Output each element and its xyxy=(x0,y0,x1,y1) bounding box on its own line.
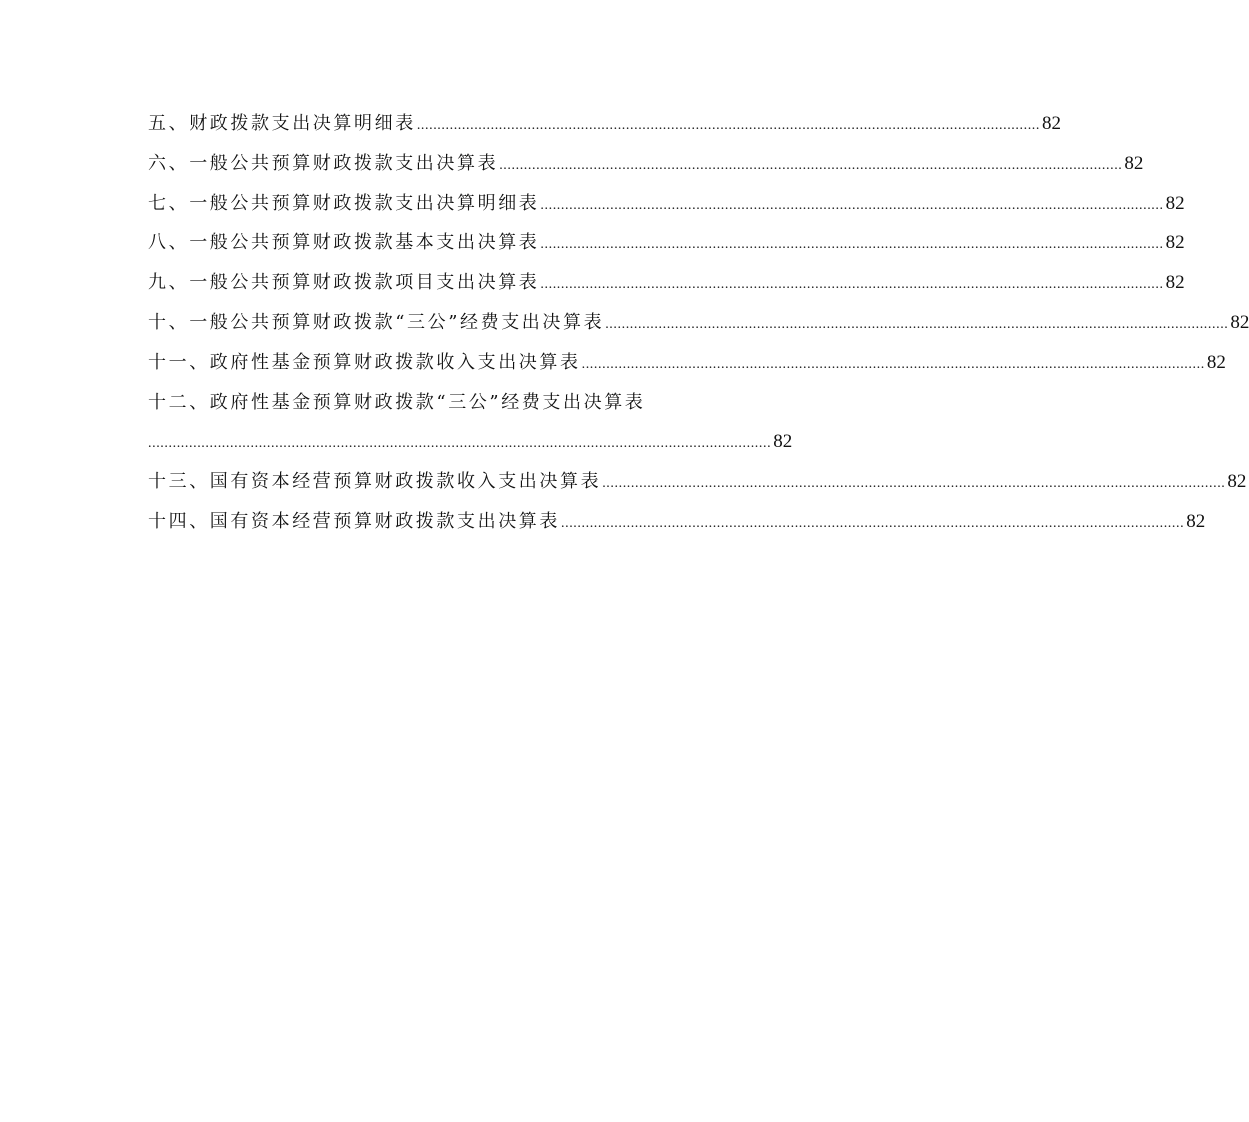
toc-dot-leader: ........................................................................................................................................................ xyxy=(581,356,1205,372)
toc-page-number: 82 xyxy=(1206,351,1226,373)
toc-page-number: 82 xyxy=(1227,471,1247,493)
toc-page-number: 82 xyxy=(1124,152,1144,174)
toc-entry-title: 十二、政府性基金预算财政拨款“三公”经费支出决算表 xyxy=(148,391,646,413)
toc-page-number: 82 xyxy=(1042,113,1062,134)
toc-entry[interactable] xyxy=(148,263,1185,303)
toc-dot-leader: ........................................................................................................................................................ xyxy=(540,277,1164,293)
toc-entry[interactable] xyxy=(148,104,1062,144)
toc-dot-leader: ........................................................................................................................................................ xyxy=(416,118,1041,133)
toc-entry-title: 十四、国有资本经营预算财政拨款支出决算表 xyxy=(148,510,560,532)
toc-entry[interactable] xyxy=(148,144,1144,184)
toc-page-number: 82 xyxy=(773,431,793,453)
toc-page-number: 82 xyxy=(1230,311,1249,333)
toc-entry[interactable] xyxy=(148,223,1185,263)
toc-entry-title: 七、一般公共预算财政拨款支出决算明细表 xyxy=(148,192,540,214)
toc-entry-title: 十三、国有资本经营预算财政拨款收入支出决算表 xyxy=(148,471,602,493)
toc-entry[interactable] xyxy=(148,502,1206,542)
toc-entry-title: 六、一般公共预算财政拨款支出决算表 xyxy=(148,152,499,174)
toc-page-number: 82 xyxy=(1186,510,1206,532)
toc-dot-leader: ........................................................................................................................................................ xyxy=(605,316,1229,332)
toc-dot-leader: ........................................................................................................................................................ xyxy=(540,197,1164,213)
toc-entry[interactable] xyxy=(148,303,1249,343)
toc-dot-leader: ........................................................................................................................................................ xyxy=(148,436,772,452)
toc-entry-title: 十一、政府性基金预算财政拨款收入支出决算表 xyxy=(148,351,581,373)
toc-entry[interactable] xyxy=(148,383,793,463)
toc-entry-title: 八、一般公共预算财政拨款基本支出决算表 xyxy=(148,232,540,254)
toc-page-number: 82 xyxy=(1165,192,1185,214)
toc-dot-leader: ........................................................................................................................................................ xyxy=(499,157,1123,173)
toc-dot-leader: ........................................................................................................................................................ xyxy=(602,476,1226,492)
toc-dot-leader: ........................................................................................................................................................ xyxy=(561,515,1185,531)
toc-entry-title: 五、财政拨款支出决算明细表 xyxy=(148,113,416,134)
table-of-contents xyxy=(148,104,1249,542)
toc-entry-title: 九、一般公共预算财政拨款项目支出决算表 xyxy=(148,272,540,294)
toc-entry[interactable] xyxy=(148,184,1185,224)
toc-page-number: 82 xyxy=(1165,272,1185,294)
toc-entry[interactable] xyxy=(148,343,1226,383)
toc-page-number: 82 xyxy=(1165,232,1185,254)
toc-entry[interactable] xyxy=(148,462,1247,502)
toc-entry-title: 十、一般公共预算财政拨款“三公”经费支出决算表 xyxy=(148,311,605,333)
toc-dot-leader: ........................................................................................................................................................ xyxy=(540,237,1164,253)
toc-entry-continuation xyxy=(148,422,793,462)
